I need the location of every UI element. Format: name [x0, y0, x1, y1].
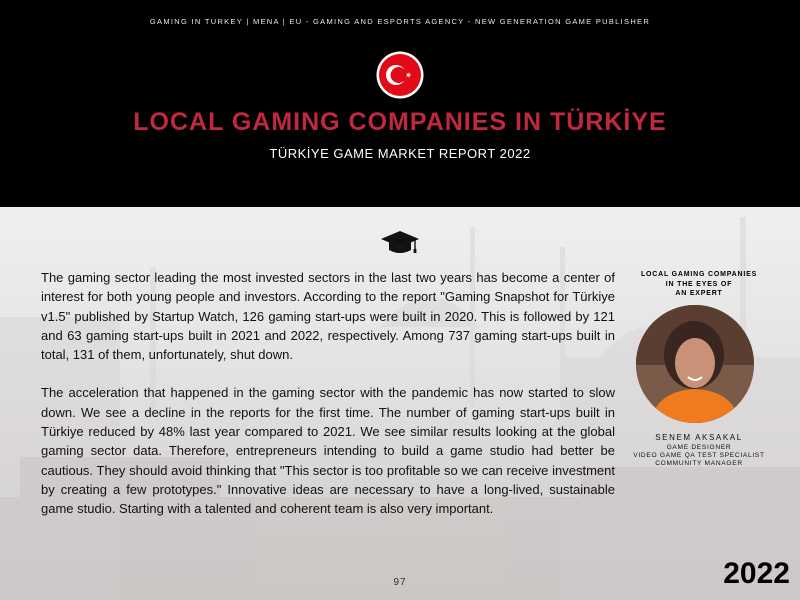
page-title: LOCAL GAMING COMPANIES IN TÜRKİYE [133, 108, 667, 136]
expert-name: SENEM AKSAKAL [655, 433, 743, 442]
graduation-cap-icon [380, 229, 420, 257]
turkish-flag-icon [376, 51, 424, 99]
expert-role: GAME DESIGNER [666, 444, 732, 451]
header-banner [0, 0, 800, 207]
page-subtitle: TÜRKİYE GAME MARKET REPORT 2022 [269, 146, 531, 161]
expert-role: COMMUNITY MANAGER [655, 460, 743, 468]
expert-heading-line: IN THE EYES OF [665, 280, 733, 288]
expert-heading-line: LOCAL GAMING COMPANIES [640, 271, 758, 278]
expert-section-heading [628, 270, 770, 299]
expert-role: VIDEO GAME QA TEST SPECIALIST [633, 452, 765, 460]
article-paragraph: The gaming sector leading the most invested sectors in the last two years has become a center of interest for both young people and investors. According to the report "Gaming Snapshot for Türkiye v1.5" published by Startup Watch, 126 gaming start-ups were built in 2020. This is followed by 121 and 63 gaming start-ups built in 2021 and 2022, respectively. Among 737 gaming start-ups built in total, 131 of them, unfortunately, shut down. [41, 270, 615, 363]
expert-heading-line: AN EXPERT [675, 290, 723, 298]
expert-roles [612, 444, 786, 469]
article-paragraph: The acceleration that happened in the gaming sector with the pandemic has now started to slow down. We see a decline in the reports for the first time. The number of gaming start-ups built in Türkiye reduced by 48% last year compared to 2021. We see similar results looking at the global gaming sector data. Therefore, entrepreneurs intending to build a game studio had better be cautious. They should avoid thinking that "This sector is too profitable so we can receive investment by creating a few prototypes." Innovative ideas are necessary to have a long-lived, sustainable game studio. Starting with a talented and coherent team is also very important. [41, 385, 615, 517]
header-tagline: GAMING IN TURKEY | MENA | EU - GAMING AND ESPORTS AGENCY - NEW GENERATION GAME PUBLISHER [149, 17, 651, 26]
article-body [41, 268, 615, 538]
expert-photo [636, 305, 754, 423]
report-year: 2022 [723, 557, 790, 590]
page-number: 97 [393, 577, 407, 588]
